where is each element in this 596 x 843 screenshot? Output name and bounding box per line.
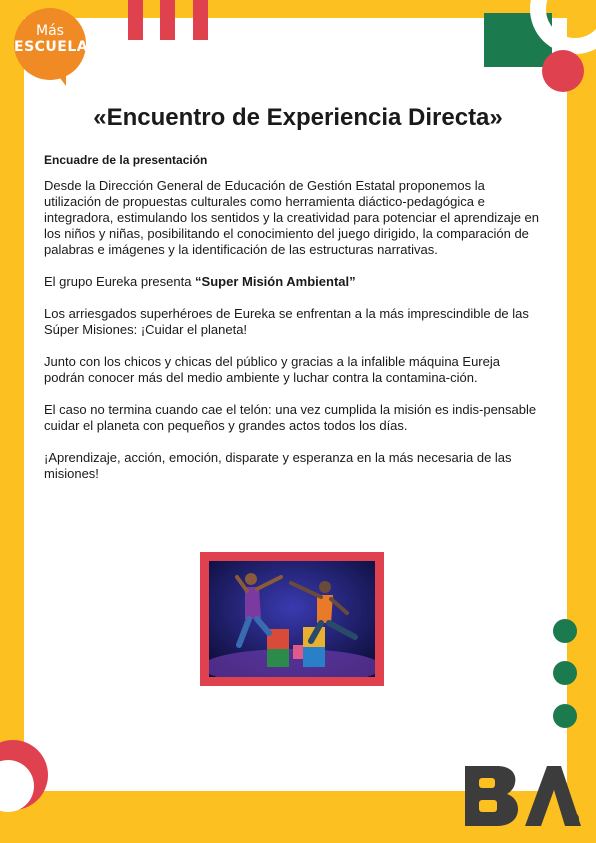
decorative-bar	[160, 0, 175, 40]
stage-scene-image	[209, 561, 375, 677]
decorative-dot	[553, 704, 577, 728]
decorative-dot	[542, 50, 584, 92]
ba-logo	[463, 764, 583, 828]
logo-line-2: ESCUELA	[14, 39, 89, 55]
paragraph-closing: ¡Aprendizaje, acción, emoción, disparate y esperanza en la más necesaria de las misiones!	[44, 450, 512, 481]
photo-frame	[200, 552, 384, 686]
section-heading: Encuadre de la presentación	[44, 153, 208, 167]
page-title: «Encuentro de Experiencia Directa»	[93, 104, 503, 131]
paragraph-intro: Desde la Dirección General de Educación de Gestión Estatal proponemos la utilización de propuestas culturales como herramienta diáctico-pedagógica e integradora, estimulando los sentidos y la creatividad para potenciar el aprendizaje en los niños y niñas, posibilitando el conocimiento del juego dirigido, la comparación de palabras e imágenes y la identificación de las estructuras narrativas.	[44, 178, 540, 257]
paragraph-machine: Junto con los chicos y chicas del público y gracias a la infalible máquina Eureja podrán conocer más del medio ambiente y luchar contra la contamina-ción.	[44, 354, 500, 385]
paragraph-presents	[44, 274, 544, 290]
performance-photo	[209, 561, 375, 677]
mas-escuela-logo	[14, 8, 89, 80]
paragraph-heroes: Los arriesgados superhéroes de Eureka se enfrentan a la más imprescindible de las Súper Misiones: ¡Cuidar el planeta!	[44, 306, 529, 337]
paragraph-curtain: El caso no termina cuando cae el telón: una vez cumplida la misión es indis-pensable cuidar el planeta con pequeños y grandes actos todos los días.	[44, 402, 537, 433]
decorative-dot	[553, 619, 577, 643]
logo-line-1: Más	[36, 23, 64, 39]
presents-text: El grupo Eureka presenta	[44, 274, 196, 289]
body-content	[44, 152, 544, 498]
decorative-bar	[128, 0, 143, 40]
decorative-bar	[193, 0, 208, 40]
decorative-dot	[553, 661, 577, 685]
show-title: “Super Misión Ambiental”	[195, 274, 356, 289]
